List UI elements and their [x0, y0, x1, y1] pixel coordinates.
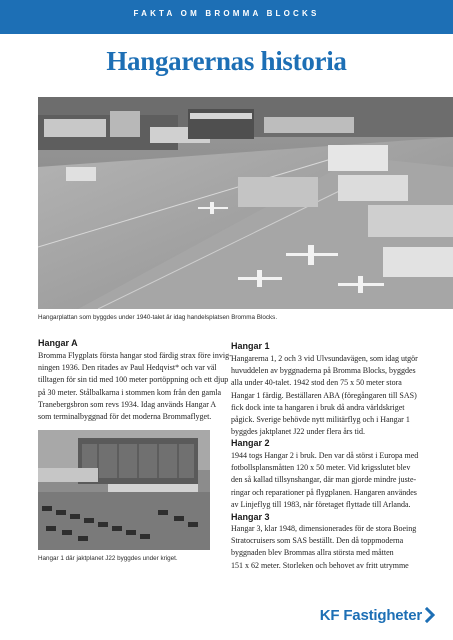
kf-fastigheter-logo: [320, 604, 435, 626]
text-line: Hangar 1 färdig. Beställaren ABA (föregångaren till SAS): [231, 390, 417, 400]
text-line: 151 x 62 meter. Storleken och behovet av fritt utrymme: [231, 560, 409, 570]
text-line: huvuddelen av byggnaderna på Bromma Blocks, byggdes: [231, 366, 416, 376]
text-line: den så kallad tillsynshangar, där man gjorde mindre juste-: [231, 475, 417, 485]
text-line: byggdes jaktplanet J22 under flera års tid.: [231, 427, 365, 437]
text-hangar-a: [38, 350, 232, 423]
hangar-1-drawing: [38, 430, 210, 550]
aerial-photo: [38, 97, 453, 309]
hangar-1-photo: [38, 430, 210, 550]
section-label: FAKTA OM BROMMA BLOCKS: [133, 9, 320, 18]
text-hangar-3: [231, 523, 416, 572]
text-line: tilltagen för sin tid med 100 meter portöppning och ett djup: [38, 375, 229, 385]
text-line: byggnaden blev Brommas allra största med måtten: [231, 548, 394, 558]
text-line: Hangar 3, klar 1948, dimensionerades för de stora Boeing: [231, 524, 417, 533]
text-line: ningen 1936. Den ritades av Paul Hedqvist* och var väl: [38, 363, 217, 373]
text-line: Hangarerna 1, 2 och 3 vid Ulvsundavägen, som idag utgör: [231, 354, 418, 363]
text-line: pågick. Sverige behövde nytt militärflyg och i Hangar 1: [231, 415, 410, 425]
text-hangar-1: [231, 353, 418, 438]
text-line: på 30 meter. Stålbalkarna i stommen kom från den gamla: [38, 387, 222, 397]
text-line: av Linjeflyg till 1983, när företaget flyttade till Arlanda.: [231, 499, 411, 509]
heading-hangar-2: Hangar 2: [231, 438, 270, 448]
text-line: ringar och reparationer på flygplanen. Hangaren användes: [231, 487, 417, 497]
heading-hangar-3: Hangar 3: [231, 512, 270, 522]
main-photo-caption: Hangarplattan som byggdes under 1940-talet är idag handelsplatsen Bromma Blocks.: [38, 314, 278, 321]
page-title: Hangarernas historia: [106, 46, 347, 76]
logo-text: KF Fastigheter: [319, 606, 422, 624]
heading-hangar-1: Hangar 1: [231, 341, 270, 351]
text-line: Bromma Flygplats första hangar stod färdig strax före invig-: [38, 351, 232, 360]
text-hangar-2: [231, 450, 418, 511]
chevron-right-icon: [425, 607, 435, 623]
text-line: Tranebergsbron som revs 1934. Idag används Hangar A: [38, 399, 217, 409]
text-line: fick dock inte ta hangaren i bruk då andra världskriget: [231, 402, 405, 412]
text-line: som terminalbyggnad för det moderna Brommaflyget.: [38, 412, 212, 422]
hangar-1-photo-caption: Hangar 1 där jaktplanet J22 byggdes under kriget.: [38, 555, 178, 562]
header-band: [0, 0, 453, 34]
text-line: alla under 40-talet. 1942 stod den 75 x 50 meter stora: [231, 378, 402, 388]
aerial-photo-drawing: [38, 97, 453, 309]
text-line: 1944 togs Hangar 2 i bruk. Den var då störst i Europa med: [231, 451, 419, 460]
heading-hangar-a: Hangar A: [38, 338, 78, 348]
text-line: fotbollsplansmåtten 120 x 50 meter. Vid krigsslutet blev: [231, 463, 411, 473]
text-line: Stratocruisers som SAS beställt. Den då toppmoderna: [231, 536, 404, 546]
